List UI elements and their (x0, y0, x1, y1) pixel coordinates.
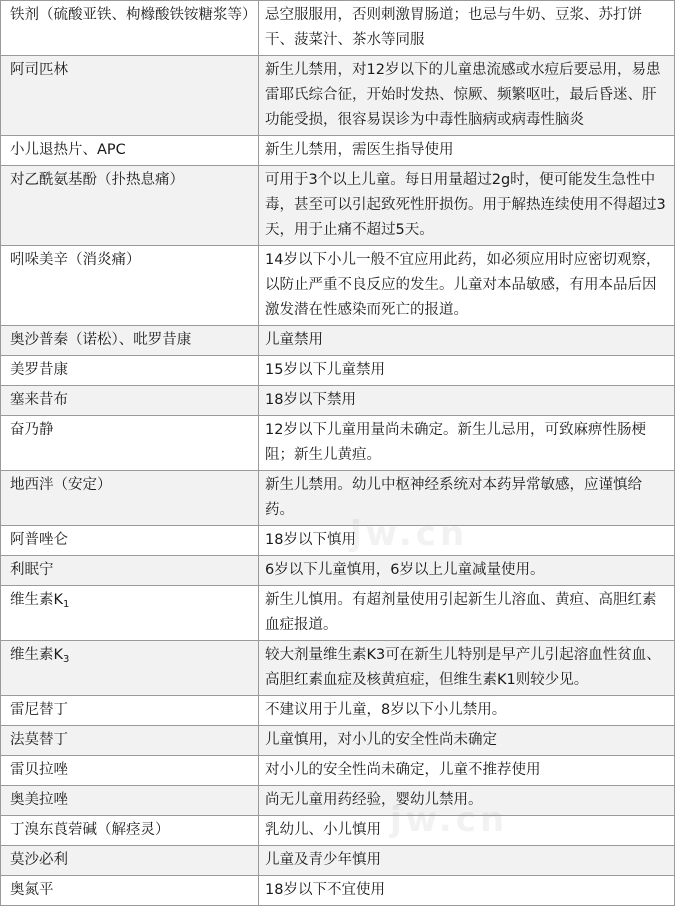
table-row (1, 876, 675, 906)
precaution-cell (259, 526, 675, 556)
precaution-text: 忌空服服用，否则刺激胃肠道；也忌与牛奶、豆浆、苏打饼干、菠菜汁、茶水等同服 (265, 7, 642, 48)
drug-name-cell (1, 846, 259, 876)
table-row (1, 556, 675, 586)
precaution-cell (259, 786, 675, 816)
drug-name: 奥沙普秦（诺松）、吡罗昔康 (10, 332, 192, 348)
drug-name: 奥氮平 (10, 882, 54, 898)
precaution-text: 14岁以下小儿一般不宜应用此药，如必须应用时应密切观察，以防止严重不良反应的发生。儿童对本品敏感，有用本品后因激发潜在性感染而死亡的报道。 (265, 252, 661, 318)
drug-name: 对乙酰氨基酚（扑热息痛） (10, 172, 184, 188)
drug-name: 丁溴东莨菪碱（解痉灵） (10, 822, 170, 838)
drug-name: 维生素K (10, 647, 64, 663)
precaution-text: 较大剂量维生素K3可在新生儿特别是早产儿引起溶血性贫血、高胆红素血症及核黄疸症，但维生素K1则较少见。 (265, 647, 661, 688)
drug-name: 吲哚美辛（消炎痛） (10, 252, 141, 268)
precaution-cell (259, 416, 675, 471)
drug-name: 雷尼替丁 (10, 702, 68, 718)
precaution-cell (259, 756, 675, 786)
precaution-text: 新生儿禁用。幼儿中枢神经系统对本药异常敏感，应谨慎给药。 (265, 477, 642, 518)
drug-name: 美罗昔康 (10, 362, 68, 378)
table-row (1, 586, 675, 641)
precaution-cell (259, 1, 675, 56)
precaution-cell (259, 166, 675, 246)
precaution-text: 儿童慎用，对小儿的安全性尚未确定 (265, 732, 497, 748)
drug-name: 奋乃静 (10, 422, 54, 438)
precaution-cell (259, 246, 675, 326)
drug-name: 莫沙必利 (10, 852, 68, 868)
precaution-cell (259, 726, 675, 756)
table-row (1, 386, 675, 416)
table-row (1, 356, 675, 386)
drug-name: 阿普唑仑 (10, 532, 68, 548)
table-row (1, 416, 675, 471)
precaution-cell (259, 56, 675, 136)
drug-name-cell (1, 586, 259, 641)
drug-name-cell (1, 356, 259, 386)
table-body (1, 1, 675, 906)
precaution-cell (259, 326, 675, 356)
table-row (1, 696, 675, 726)
precaution-text: 对小儿的安全性尚未确定，儿童不推荐使用 (265, 762, 541, 778)
drug-name-subscript: 3 (63, 654, 70, 665)
precaution-text: 新生儿慎用。有超剂量使用引起新生儿溶血、黄疸、高胆红素血症报道。 (265, 592, 657, 633)
drug-name-cell (1, 471, 259, 526)
drug-name: 雷贝拉唑 (10, 762, 68, 778)
drug-name: 奥美拉唑 (10, 792, 68, 808)
precaution-text: 不建议用于儿童，8岁以下小儿禁用。 (265, 702, 507, 718)
drug-name-cell (1, 166, 259, 246)
precaution-text: 18岁以下慎用 (265, 532, 356, 548)
table-row (1, 246, 675, 326)
table-row (1, 816, 675, 846)
table-row (1, 471, 675, 526)
drug-name: 法莫替丁 (10, 732, 68, 748)
drug-name: 地西泮（安定） (10, 477, 112, 493)
table-row (1, 726, 675, 756)
drug-name-cell (1, 56, 259, 136)
drug-name: 利眠宁 (10, 562, 54, 578)
drug-name: 阿司匹林 (10, 62, 68, 78)
drug-name-cell (1, 1, 259, 56)
precaution-cell (259, 876, 675, 906)
precaution-text: 18岁以下不宜使用 (265, 882, 385, 898)
precaution-text: 可用于3个以上儿童。每日用量超过2g时，便可能发生急性中毒，甚至可以引起致死性肝损伤。用于解热连续使用不得超过3天，用于止痛不超过5天。 (265, 172, 666, 238)
drug-name-subscript: 1 (63, 599, 70, 610)
precaution-cell (259, 641, 675, 696)
drug-name-cell (1, 416, 259, 471)
drug-name: 塞来昔布 (10, 392, 68, 408)
precaution-cell (259, 556, 675, 586)
precaution-cell (259, 846, 675, 876)
table-row (1, 56, 675, 136)
table-row (1, 166, 675, 246)
drug-name-cell (1, 756, 259, 786)
drug-name-cell (1, 556, 259, 586)
table-row (1, 1, 675, 56)
precaution-cell (259, 356, 675, 386)
precaution-cell (259, 386, 675, 416)
precaution-text: 12岁以下儿童用量尚未确定。新生儿忌用，可致麻痹性肠梗阻；新生儿黄疸。 (265, 422, 646, 463)
precaution-cell (259, 816, 675, 846)
table-row (1, 846, 675, 876)
drug-name: 铁剂（硫酸亚铁、枸橼酸铁铵糖浆等） (10, 7, 257, 23)
precaution-cell (259, 136, 675, 166)
table-row (1, 641, 675, 696)
table-row (1, 756, 675, 786)
drug-name-cell (1, 326, 259, 356)
table-row (1, 136, 675, 166)
drug-name-cell (1, 246, 259, 326)
precaution-cell (259, 696, 675, 726)
drug-name-cell (1, 696, 259, 726)
drug-name: 维生素K (10, 592, 64, 608)
drug-name-cell (1, 136, 259, 166)
precaution-text: 新生儿禁用，对12岁以下的儿童患流感或水痘后要忌用，易患雷耶氏综合征，开始时发热、惊厥、频繁呕吐，最后昏迷、肝功能受损，很容易误诊为中毒性脑病或病毒性脑炎 (265, 62, 661, 128)
drug-name-cell (1, 726, 259, 756)
drug-name-cell (1, 641, 259, 696)
drug-name-cell (1, 816, 259, 846)
drug-name-cell (1, 526, 259, 556)
precaution-text: 18岁以下禁用 (265, 392, 356, 408)
table-row (1, 326, 675, 356)
drug-name-cell (1, 786, 259, 816)
drug-name-cell (1, 386, 259, 416)
precaution-text: 儿童禁用 (265, 332, 323, 348)
precaution-text: 15岁以下儿童禁用 (265, 362, 385, 378)
precaution-text: 儿童及青少年慎用 (265, 852, 381, 868)
precaution-text: 乳幼儿、小儿慎用 (265, 822, 381, 838)
table-row (1, 526, 675, 556)
precaution-text: 6岁以下儿童慎用，6岁以上儿童减量使用。 (265, 562, 545, 578)
precaution-text: 尚无儿童用药经验，婴幼儿禁用。 (265, 792, 483, 808)
precaution-cell (259, 471, 675, 526)
table-row (1, 786, 675, 816)
drug-name: 小儿退热片、APC (10, 142, 126, 158)
precaution-text: 新生儿禁用，需医生指导使用 (265, 142, 454, 158)
precaution-cell (259, 586, 675, 641)
drug-name-cell (1, 876, 259, 906)
